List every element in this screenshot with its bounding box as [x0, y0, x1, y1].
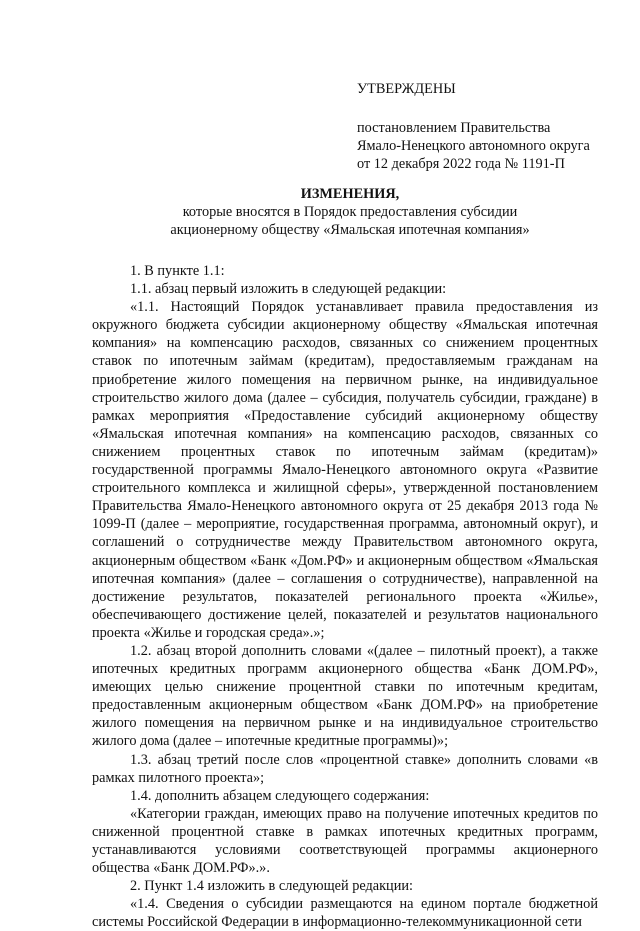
heading-subtitle-line: акционерному обществу «Ямальская ипотечная компания»	[170, 222, 530, 239]
approval-block	[357, 80, 627, 173]
paragraph-quote-categories: «Категории граждан, имеющих право на получение ипотечных кредитов по сниженной процентной ставке в рамках ипотечных кредитных программ, устанавливаются условиями соответствующей программы акционерного общества «Банк ДОМ.РФ».».	[92, 805, 598, 877]
approval-line: Ямало-Ненецкого автономного округа	[357, 138, 590, 155]
document-body	[92, 262, 598, 931]
document-heading	[80, 185, 620, 239]
approval-title: УТВЕРЖДЕНЫ	[357, 81, 456, 97]
paragraph-quote-1-4: «1.4. Сведения о субсидии размещаются на едином портале бюджетной системы Российской Федерации в информационно-телекоммуникационной сети	[92, 896, 598, 931]
paragraph-item-1-3: 1.3. абзац третий после слов «процентной ставке» дополнить словами «в рамках пилотного проекта»;	[92, 751, 598, 786]
heading-title: ИЗМЕНЕНИЯ,	[300, 186, 400, 202]
paragraph-quote-1-1: «1.1. Настоящий Порядок устанавливает правила предоставления из окружного бюджета субсидии акционерному обществу «Ямальская ипотечная компания» на компенсацию расходов, связанных со снижением процентных ставок по ипотечным займам (кредитам), предоставляемым гражданам на приобретение жилого помещения на первичном рынке, на индивидуальное строительство жилого дома (далее – субсидия, получатель субсидии, граждане) в рамках мероприятия «Предоставление субсидий акционерному обществу «Ямальская ипотечная компания» на компенсацию расходов, связанных со снижением процентных ставок по ипотечным займам (кредитам)» государственной программы Ямало-Ненецкого автономного округа «Развитие строительного комплекса и жилищной сферы», утвержденной постановлением Правительства Ямало-Ненецкого автономного округа от 25 декабря 2013 года № 1099-П (далее – мероприятие, государственная программа, автономный округ), и соглашений о сотрудничестве между Правительством автономного округа, акционерным обществом «Банк «Дом.РФ» и акционерным обществом «Ямальская ипотечная компания» (далее – соглашения о сотрудничестве), направленной на достижение результатов, показателей регионального проекта «Жилье», обеспечивающего достижение целей, показателей и результатов национального проекта «Жилье и городская среда».»;	[92, 299, 598, 641]
paragraph-item-1: 1. В пункте 1.1:	[130, 263, 225, 279]
paragraph-item-1-4: 1.4. дополнить абзацем следующего содержания:	[130, 787, 430, 804]
paragraph-item-2: 2. Пункт 1.4 изложить в следующей редакции:	[130, 878, 413, 895]
approval-line: от 12 декабря 2022 года № 1191-П	[357, 156, 565, 173]
heading-subtitle-line: которые вносятся в Порядок предоставления субсидии	[182, 204, 518, 221]
paragraph-item-1-2: 1.2. абзац второй дополнить словами «(далее – пилотный проект), а также ипотечных кредитных программ акционерного общества «Банк ДОМ.РФ», имеющих целью снижение процентной ставки по ипотечным кредитам, предоставленным акционерным обществом «Банк ДОМ.РФ» на приобретение жилого помещения на первичном рынке и на индивидуальное строительство жилого дома (далее – ипотечные кредитные программы)»;	[92, 642, 598, 750]
paragraph-item-1-1: 1.1. абзац первый изложить в следующей редакции:	[130, 281, 447, 298]
approval-line: постановлением Правительства	[357, 120, 551, 137]
